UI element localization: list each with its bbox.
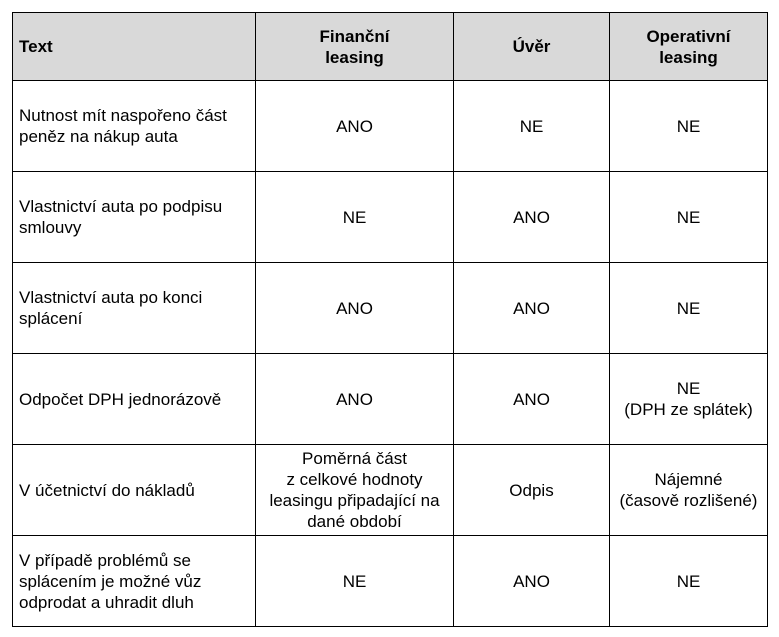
financial-leasing-cell: Poměrná část z celkové hodnoty leasingu připadající na dané období <box>256 445 454 536</box>
loan-cell: Odpis <box>454 445 610 536</box>
loan-cell: ANO <box>454 354 610 445</box>
header-cell-text: Text <box>13 13 256 81</box>
row-label-cell: Vlastnictví auta po konci splácení <box>13 263 256 354</box>
comparison-table <box>12 12 768 627</box>
row-label-cell: V případě problémů se splácením je možné vůz odprodat a uhradit dluh <box>13 536 256 627</box>
row-label-cell: Nutnost mít naspořeno část peněz na nákup auta <box>13 81 256 172</box>
row-label-cell: Vlastnictví auta po podpisu smlouvy <box>13 172 256 263</box>
operating-leasing-cell: NE (DPH ze splátek) <box>610 354 768 445</box>
loan-cell: NE <box>454 81 610 172</box>
table-row <box>13 445 768 536</box>
loan-cell: ANO <box>454 172 610 263</box>
loan-cell: ANO <box>454 536 610 627</box>
operating-leasing-cell: NE <box>610 536 768 627</box>
loan-cell: ANO <box>454 263 610 354</box>
row-label-cell: Odpočet DPH jednorázově <box>13 354 256 445</box>
financial-leasing-cell: NE <box>256 536 454 627</box>
table-row <box>13 354 768 445</box>
operating-leasing-cell: NE <box>610 81 768 172</box>
operating-leasing-cell: NE <box>610 263 768 354</box>
financial-leasing-cell: ANO <box>256 81 454 172</box>
table-row <box>13 81 768 172</box>
financial-leasing-cell: NE <box>256 172 454 263</box>
table-row <box>13 172 768 263</box>
header-row <box>13 13 768 81</box>
header-cell-loan: Úvěr <box>454 13 610 81</box>
operating-leasing-cell: NE <box>610 172 768 263</box>
operating-leasing-cell: Nájemné (časově rozlišené) <box>610 445 768 536</box>
table-row <box>13 536 768 627</box>
row-label-cell: V účetnictví do nákladů <box>13 445 256 536</box>
financial-leasing-cell: ANO <box>256 263 454 354</box>
table-row <box>13 263 768 354</box>
header-cell-operating-leasing: Operativní leasing <box>610 13 768 81</box>
financial-leasing-cell: ANO <box>256 354 454 445</box>
header-cell-financial-leasing: Finanční leasing <box>256 13 454 81</box>
